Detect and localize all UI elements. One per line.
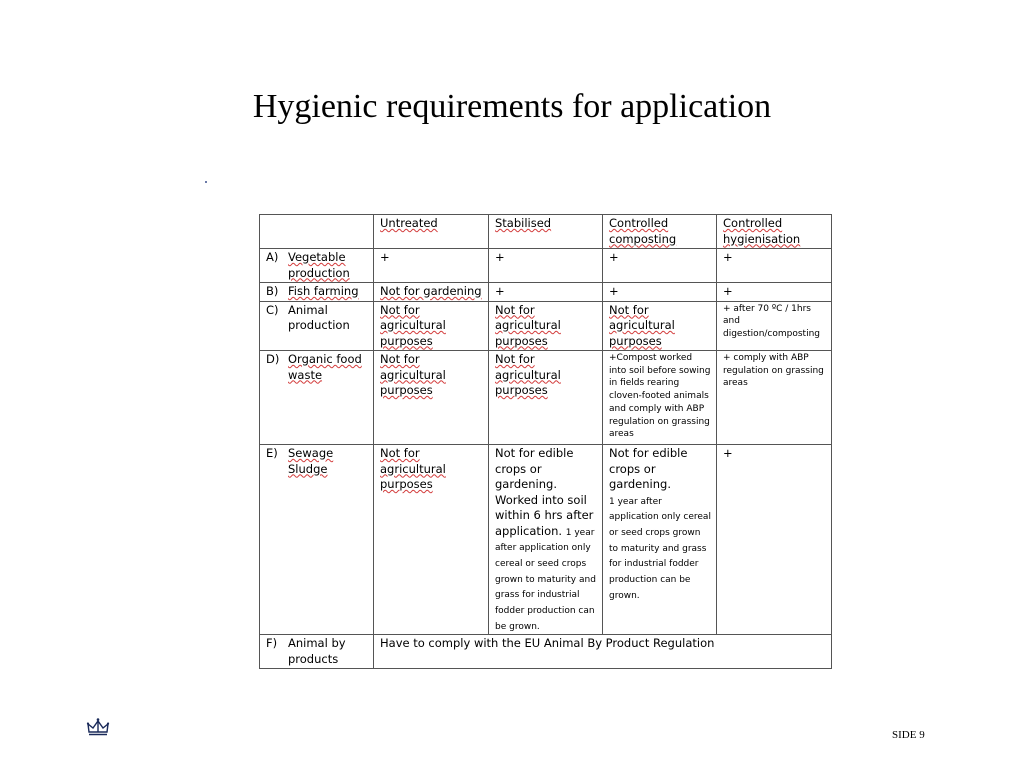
table-cell: + (603, 249, 717, 283)
table-cell: + (603, 283, 717, 302)
row-label: F) Animal by products (260, 635, 374, 669)
table-row (260, 301, 832, 351)
table-cell: +Compost worked into soil before sowing in fields rearing cloven-footed animals and comply with ABP regulation on grassing areas (603, 351, 717, 445)
table-cell: + (374, 249, 489, 283)
row-label: C) Animal production (260, 301, 374, 351)
table-cell: Not for agricultural purposes (489, 351, 603, 445)
table-cell: Not for edible crops or gardening. 1 year after application only cereal or seed crops grown to maturity and grass for industrial fodder production can be grown. (603, 445, 717, 635)
row-label: B) Fish farming (260, 283, 374, 302)
decorative-dot (205, 181, 207, 183)
table-row (260, 445, 832, 635)
table-cell: Not for edible crops or gardening. Worked into soil within 6 hrs after application. 1 year after application only cereal or seed crops grown to maturity and grass for industrial fodder production can be grown. (489, 445, 603, 635)
slide-title: Hygienic requirements for application (252, 88, 772, 125)
table-cell: + (717, 249, 832, 283)
table-cell: + after 70 ºC / 1hrs and digestion/composting (717, 301, 832, 351)
table-cell: + comply with ABP regulation on grassing areas (717, 351, 832, 445)
header-controlled-hygienisation: Controlled hygienisation (717, 215, 832, 249)
page-number: SIDE 9 (892, 729, 925, 741)
header-stabilised: Stabilised (489, 215, 603, 249)
table-row (260, 635, 832, 669)
row-label: D) Organic food waste (260, 351, 374, 445)
table-cell: + (489, 283, 603, 302)
header-corner (260, 215, 374, 249)
table-row (260, 283, 832, 302)
row-label: A) Vegetable production (260, 249, 374, 283)
row-label: E) Sewage Sludge (260, 445, 374, 635)
table-cell: + (717, 283, 832, 302)
hygienic-requirements-table (259, 214, 832, 669)
table-cell: + (717, 445, 832, 635)
merged-cell: Have to comply with the EU Animal By Product Regulation (374, 635, 832, 669)
table-cell: Not for agricultural purposes (489, 301, 603, 351)
header-untreated: Untreated (374, 215, 489, 249)
table-cell: Not for agricultural purposes (603, 301, 717, 351)
header-row (260, 215, 832, 249)
crown-icon (86, 718, 110, 738)
table-row (260, 351, 832, 445)
table-cell: + (489, 249, 603, 283)
table-cell: Not for agricultural purposes (374, 301, 489, 351)
table-row (260, 249, 832, 283)
header-controlled-composting: Controlled composting (603, 215, 717, 249)
table-cell: Not for agricultural purposes (374, 445, 489, 635)
table-cell: Not for gardening (374, 283, 489, 302)
table-cell: Not for agricultural purposes (374, 351, 489, 445)
